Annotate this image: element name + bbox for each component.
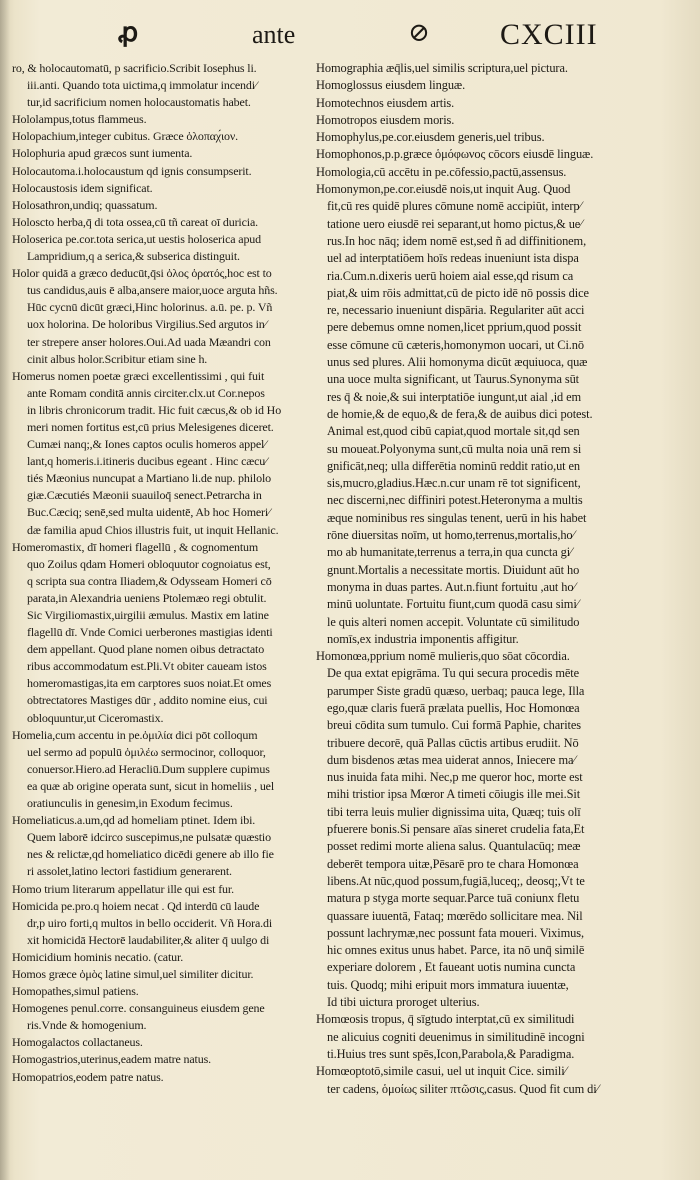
text-line: ro, & holocautomatū, p sacrificio.Scribit Iosephus li.: [12, 61, 257, 75]
text-line: pfuerere bonis.Si pensare aīas sineret crudelia fata,Et: [327, 822, 585, 837]
header-word: ante: [252, 20, 296, 49]
text-line: dr,p uiro forti,q multos in bello occiderit. Vñ Hora.di: [27, 915, 273, 930]
text-line: Homophylus,pe.cor.eiusdem generis,uel tribus.: [316, 130, 545, 145]
dictionary-entry: [12, 368, 308, 539]
text-line: monyma in duas partes. Aut.n.fiunt fortuitu ,aut ho⁄: [327, 579, 576, 594]
text-line: rōne diuersitas noīm, ut homo,terrenus,mortalis,ho⁄: [327, 528, 575, 543]
dictionary-entry: [12, 1051, 308, 1068]
dictionary-entry: [316, 112, 630, 129]
text-line: tiés Mæonius nuncupat a Martiano li.de nup. philolo: [27, 471, 271, 486]
text-line: Homotechnos eiusdem artis.: [316, 95, 455, 110]
text-line: matura p styga morte sequar.Parce tuā coniunx fletu: [327, 891, 580, 906]
text-line: ter strepere anser holores.Oui.Ad uada Mæandri con: [27, 334, 271, 349]
dictionary-entry: [316, 129, 630, 146]
text-line: Id tibi uictura proroget ulterius.: [327, 995, 480, 1010]
text-line: Homopathes,simul patiens.: [12, 984, 139, 999]
text-line: Homo trium literarum appellatur ille qui est fur.: [12, 881, 234, 896]
text-line: ri assolet,latino lectori fastidium generarent.: [27, 864, 232, 879]
text-line: cinit albus holor.Scribitur etiam sine h.: [27, 351, 208, 366]
text-line: uox holorina. De holoribus Virgilius.Sed argutos in⁄: [27, 317, 267, 332]
dictionary-entry: [12, 949, 308, 966]
text-line: ti.Huius tres sunt spēs,Icon,Parabola,& Paradigma.: [327, 1046, 575, 1061]
text-line: tatione uero eiusdē rei separant,ut homo pictus,& ue⁄: [327, 216, 583, 231]
dictionary-entry: [316, 146, 630, 163]
dictionary-entry: [12, 111, 308, 128]
dictionary-entry: [12, 265, 308, 368]
text-line: ea quæ ab origine operata sunt, sicut in homeliis , uel: [27, 778, 275, 793]
text-line: De qua extat epigrāma. Tu qui secura procedis mēte: [327, 666, 580, 681]
text-line: Sic Virgiliomastix,uirgilii æmulus. Mastix em latine: [27, 608, 269, 622]
text-line: Hūc cycnū dicūt græci,Hinc holorinus. a.ū. pe. p. Vñ: [27, 300, 273, 315]
dictionary-entry: [316, 60, 630, 77]
dictionary-entry: [316, 648, 630, 1011]
dictionary-entry: [12, 163, 308, 180]
text-line: breui cōdita sum tumulo. Cui formā Paphie, charites: [327, 718, 582, 733]
text-line: ter cadens, ὁμοίως siliter πτῶσις,casus. Quod fit cum di⁄: [327, 1081, 599, 1096]
dictionary-entry: [12, 180, 308, 197]
dictionary-entry: [316, 1063, 630, 1098]
text-line: parumper Siste gradū quæso, uerbaq; pauca lege, Illa: [327, 683, 585, 698]
text-line: Quem laborē idcirco suscepimus,ne pulsatæ quæstio: [27, 830, 271, 845]
text-line: Homos græce ὁμὸς latine simul,uel similiter dicitur.: [12, 966, 254, 981]
dictionary-entry: [12, 983, 308, 1000]
text-line: de homie,& de equo,& de fera,& de auibus dici potest.: [327, 406, 593, 421]
dictionary-entry: [316, 164, 630, 181]
text-line: Homonœa,pprium nomē mulieris,quo sōat cōcordia.: [316, 649, 570, 664]
dictionary-entry: [12, 881, 308, 898]
text-line: gnunt.Mortalis a necessitate mortis. Diuidunt aūt ho: [327, 562, 580, 577]
text-line: Homœoptotō,simile casui, uel ut inquit Cice. simili⁄: [316, 1064, 567, 1079]
text-line: nus inuida fata mihi. Nec,p me queror hoc, morte est: [327, 770, 583, 785]
text-line: oratiunculis in genesim,in Exodum fecimus.: [27, 796, 233, 811]
text-line: Holopachium,integer cubitus. Græce ὁλοπαχ́ιον.: [12, 129, 239, 144]
header-sign: ⊘: [408, 18, 430, 47]
dictionary-entry: [316, 95, 630, 112]
text-line: hic omnes exitus unus habet. Parce, ita nō unq̄ similē: [327, 943, 585, 958]
text-line: fit,cū res quidē plures cōmune nomē accipiūt, interp⁄: [327, 199, 582, 214]
text-line: tus candidus,auis ē alba,ansere maior,uoce arguta hñs.: [27, 283, 278, 298]
dictionary-entry: [12, 128, 308, 145]
text-line: ante Romam conditā annis circiter.clx.ut Cor.nepos: [27, 385, 265, 400]
text-line: gnificāt,neq; ulla differētia nominū reddit ratio,ut en: [327, 458, 581, 473]
text-line: nec discerni,nec diffiniri potest.Heteronyma a multis: [327, 493, 583, 508]
dictionary-entry: [12, 539, 308, 727]
text-line: Homerus nomen poetæ græci excellentissimi , qui fuit: [12, 368, 265, 383]
text-line: res q̄ & noie,& sui interptatiōe iungunt,ut aial ,id em: [327, 389, 582, 404]
text-line: Homographia æq̄lis,uel similis scriptura,uel pictura.: [316, 61, 568, 75]
text-line: Holoscto herba,q̄ di tota ossea,cū tñ careat oī duricia.: [12, 214, 258, 229]
text-line: parata,in Alexandria ueniens Ptolemæo regi obtulit.: [27, 590, 267, 605]
text-line: pere debemus omne nomen,licet pprium,quod possit: [327, 320, 582, 335]
text-line: re, necessario inueniunt dispāria. Regulariter aūt acci: [327, 303, 585, 318]
text-line: iii.anti. Quando tota uictima,q immolatur incendi⁄: [27, 78, 257, 93]
dictionary-entry: [12, 812, 308, 880]
text-line: Holocautoma.i.holocaustum qd ignis consumpserit.: [12, 163, 252, 178]
text-line: Homonymon,pe.cor.eiusdē nois,ut inquit Aug. Quod: [316, 182, 571, 197]
text-line: Homicida pe.pro.q hoiem necat . Qd interdū cū laude: [12, 898, 260, 913]
header-mark: ꝓ: [118, 18, 139, 47]
text-line: mo ab humanitate,terrenus a terra,in qua cuncta gi⁄: [327, 545, 573, 560]
dictionary-entry: [12, 231, 308, 265]
text-line: su moueat.Polyonyma sunt,cū multa noia unā rem si: [327, 441, 582, 456]
text-line: Homogalactos collactaneus.: [12, 1035, 143, 1050]
right-column: [316, 60, 630, 1098]
text-line: mihi tristior ipsa Mœror A timeti cōiugis ille mei.Sit: [327, 787, 581, 802]
text-line: tribuere decorē, quā Pallas cūctis artibus erudiit. Nō: [327, 735, 579, 750]
dictionary-entry: [12, 898, 308, 949]
dictionary-entry: [12, 966, 308, 983]
text-line: quo Zoilus qdam Homeri obloquutor cognoiatus est,: [27, 556, 271, 571]
text-line: ego,quæ claris fuerā prælata puellis, Hoc Homonœa: [327, 700, 580, 715]
dictionary-entry: [316, 181, 630, 648]
text-line: unus sed plures. Alii homonyma dicūt æquiuoca, quæ: [327, 355, 588, 370]
dictionary-entry: [316, 1011, 630, 1063]
text-line: æque nominibus res singulas tenent, uerū in his habet: [327, 510, 587, 525]
text-line: le quis alteri nomen accepit. Voluntate cū similitudo: [327, 614, 580, 629]
text-line: obtrectatores Mastiges dūr , addito nomine eius, cui: [27, 693, 268, 708]
text-line: esse cōmune cū cæteris,homonymon uocari, ut Ci.nō: [327, 337, 584, 352]
text-line: Homopatrios,eodem patre natus.: [12, 1069, 164, 1084]
dictionary-entry: [12, 1034, 308, 1051]
text-line: lant,q homeris.i.itineris ducibus egeant . Hinc cæcu⁄: [27, 454, 267, 469]
left-column: [12, 60, 308, 1086]
text-line: tuis. Quodq; mihi eripuit mors immatura iuuentæ,: [327, 977, 569, 992]
text-line: posset redimi morte aliena salus. Quantulacūq; meæ: [327, 839, 581, 854]
text-line: Homoglossus eiusdem linguæ.: [316, 78, 466, 93]
text-line: uel ad interptatiōem hoīs redeas inueniunt ista dispa: [327, 251, 579, 266]
text-line: Homotropos eiusdem moris.: [316, 112, 455, 127]
text-line: ria.Cum.n.dixeris uerū hoiem aial esse,qd risum ca: [327, 268, 574, 283]
text-line: xit homicidā Hectorē laudabiliter,& aliter q̄ uulgo di: [27, 932, 270, 947]
dictionary-entry: [12, 1069, 308, 1086]
dictionary-entry: [12, 145, 308, 162]
text-line: rus.In hoc nāq; idem nomē est,sed ñ ad diffinitionem,: [327, 233, 587, 248]
text-line: Homelia,cum accentu in pe.ὁμιλία dici pōt colloqum: [12, 727, 258, 742]
dictionary-entry: [12, 214, 308, 231]
text-line: ne alicuius cogniti deuenimus in similitudinē incogni: [327, 1029, 585, 1044]
dictionary-entry: [12, 197, 308, 214]
text-line: giæ.Cæcutiés Mæonii suauiloq̄ senect.Petrarcha in: [27, 488, 262, 503]
text-line: ris.Vnde & homogenium.: [27, 1018, 147, 1033]
dictionary-entry: [316, 77, 630, 94]
text-line: Homeliaticus.a.um,qd ad homeliam ptinet. Idem ibi.: [12, 813, 256, 828]
text-line: tur,id sacrificium nomen holocaustomatis habet.: [27, 95, 251, 110]
text-line: experiare dolorem , Et faueant uotis numina cuncta: [327, 960, 576, 975]
text-line: dæ familia apud Chios illustris fuit, ut inquit Hellanic.: [27, 522, 279, 537]
gutter-shadow: [0, 0, 10, 1180]
text-line: libens.At nūc,quod possum,fugiā,luceq;, deosq;,Vt te: [327, 873, 585, 888]
text-line: dem appellant. Quod plane nomen oibus detractato: [27, 642, 265, 657]
text-line: ribus accommodatum est.Pli.Vt obiter caueam istos: [27, 659, 267, 674]
dictionary-entry: [12, 1000, 308, 1034]
text-line: Holor quidā a græco deducūt,q̄si ὁλος ὀρατός,hoc est to: [12, 266, 272, 281]
text-line: tibi terra leuis mulier dignissima uita, Quæq; tuis olī: [327, 804, 581, 819]
text-line: possunt lachrymæ,nec possunt fata moueri. Viximus,: [327, 925, 584, 940]
text-line: piat,& uim rōis admittat,cū de picto idē nō possis dice: [327, 285, 589, 300]
text-line: Holosathron,undiq; quassatum.: [12, 197, 158, 212]
text-line: Homophonos,p.p.græce ὁμόφωνος cōcors eiusdē linguæ.: [316, 147, 594, 162]
text-line: Holocaustosis idem significat.: [12, 180, 153, 195]
text-line: Homicidium hominis necatio. (catur.: [12, 949, 184, 964]
text-line: quassare iuuentā, Fataq; mœrēdo sollicitare mea. Nil: [327, 908, 583, 923]
text-line: Animal est,quod cibū capiat,quod mortale sit,qd sen: [327, 424, 580, 439]
text-line: minū uoluntate. Fortuitu fiunt,cum quodā casu simi⁄: [327, 597, 579, 612]
text-line: sis,mucro,gladius.Hæc.n.cur unam rē tot significent,: [327, 476, 581, 491]
text-line: Lampridium,q a serica,& subserica distinguit.: [27, 249, 240, 264]
text-line: uel sermo ad populū ὁμιλέω sermocinor, colloquor,: [27, 744, 266, 759]
text-line: q scripta sua contra Iliadem,& Odysseam Homeri cō: [27, 573, 272, 588]
text-line: Homogenes penul.corre. consanguineus eiusdem gene: [12, 1001, 265, 1016]
text-line: conuersor.Hiero.ad Heracliū.Dum supplere cupimus: [27, 761, 270, 776]
text-line: una uoce multa significant, ut Taurus.Synonyma sūt: [327, 372, 580, 387]
text-line: Cumæi nanq;,& Iones captos oculis homeros appel⁄: [27, 437, 267, 452]
text-line: nes & relictæ,qd homeliatico dicēdi genere ab illo fie: [27, 847, 274, 862]
folio-number: CXCIII: [500, 18, 598, 51]
text-line: Holoserica pe.cor.tota serica,ut uestis holoserica apud: [12, 231, 261, 246]
text-line: Hololampus,totus flammeus.: [12, 112, 147, 127]
text-line: Homœosis tropus, q̄ sīgtudo interptat,cū ex similitudi: [316, 1012, 575, 1027]
text-line: Buc.Cæciq; senē,sed multa uidentē, Ab hoc Homeri⁄: [27, 505, 270, 520]
text-line: Homeromastix, dī homeri flagellū , & cognomentum: [12, 539, 259, 554]
text-line: dum bisdenos ætas mea uiderat annos, Iniecere ma⁄: [327, 752, 576, 767]
text-line: Holophuria apud græcos sunt iumenta.: [12, 146, 193, 161]
text-line: nomīs,ex industria imponentis affigitur.: [327, 631, 519, 646]
text-line: Homogastrios,uterinus,eadem matre natus.: [12, 1052, 211, 1067]
text-line: deberēt tempora uitæ,Pēsarē pro te chara Homonœa: [327, 856, 579, 871]
text-line: homeromastigas,ita em carptores suos noiat.Et omes: [27, 676, 272, 691]
dictionary-entry: [12, 60, 308, 111]
text-line: Homologia,cū accētu in pe.cōfessio,pactū,assensus.: [316, 164, 567, 179]
text-line: meri nomen fortitus est,cū prius Melesigenes diceret.: [27, 419, 274, 434]
dictionary-entry: [12, 727, 308, 812]
text-line: in libris chronicorum tradit. Hic fuit cæcus,& ob id Ho: [27, 402, 282, 417]
text-line: flagellū dī. Vnde Comici uerberones mastigias identi: [27, 625, 273, 640]
running-header: [0, 18, 700, 58]
text-line: obloquuntur,ut Ciceromastix.: [27, 710, 164, 725]
